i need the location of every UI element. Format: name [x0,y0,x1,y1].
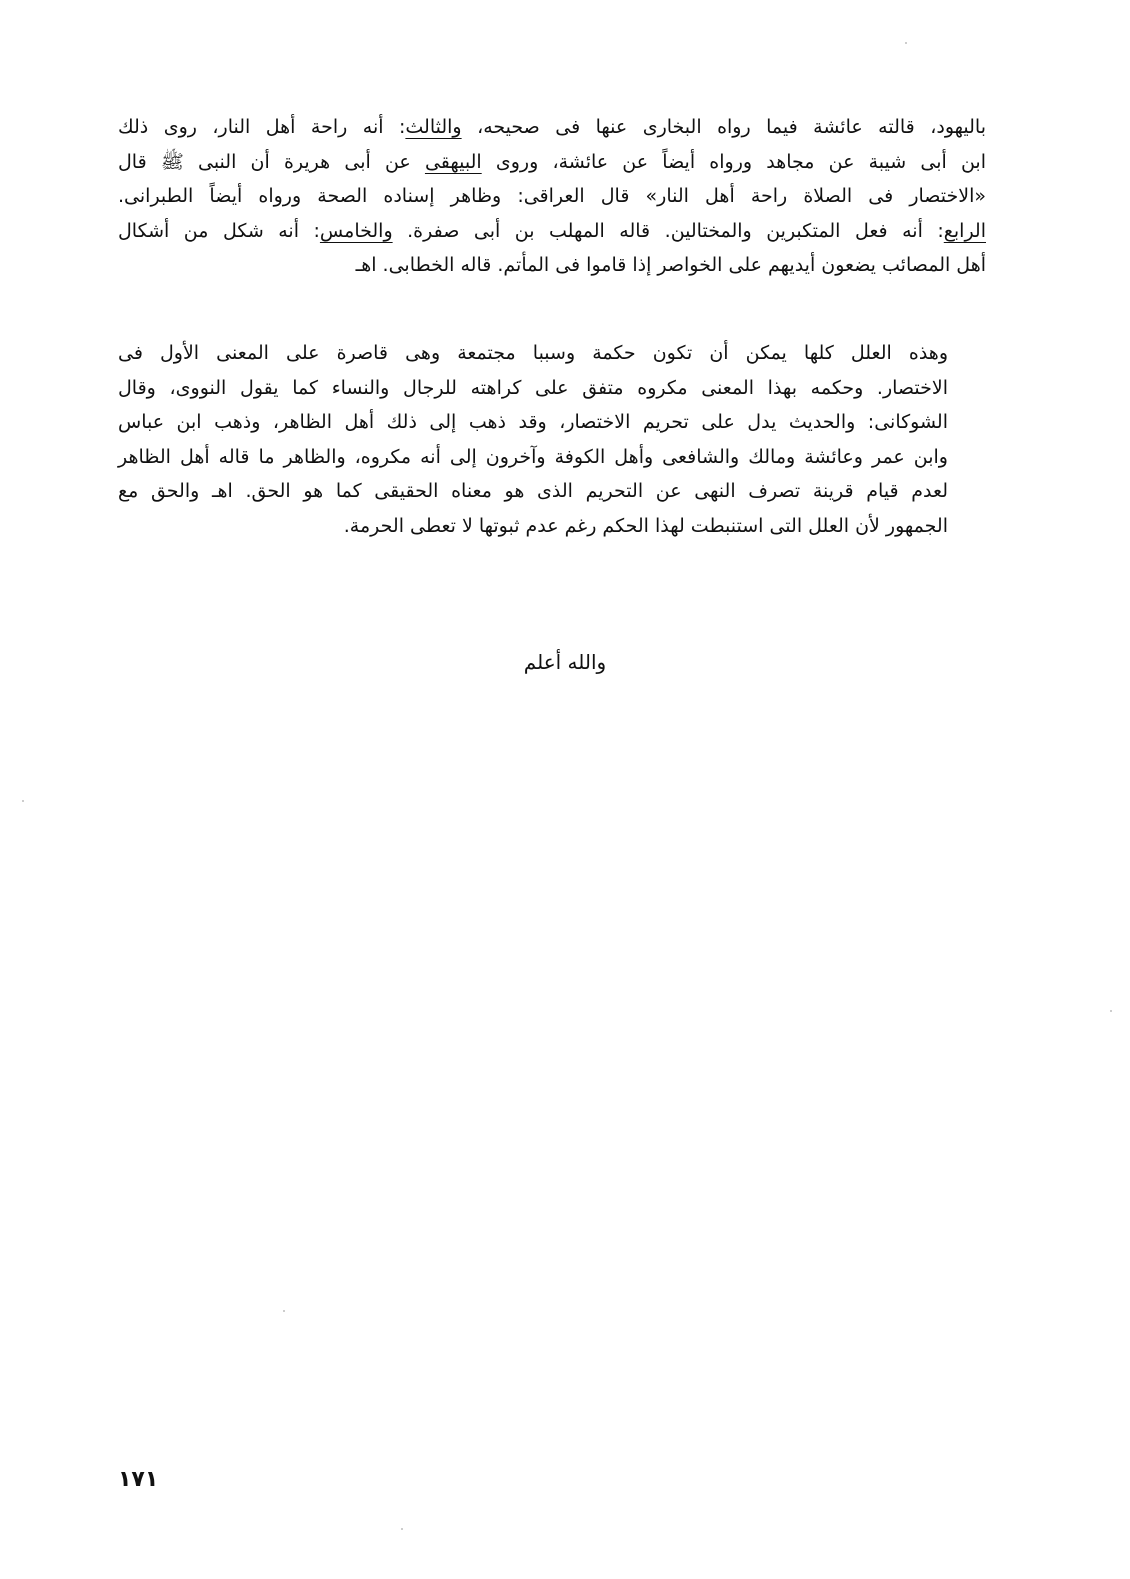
scan-speck [283,1310,285,1312]
scan-speck [905,42,907,44]
paragraph-1-line-4: الرابع: أنه فعل المتكبرين والمختالين. قاله المهلب بن أبى صفرة. والخامس: أنه شكل من أشكال [118,219,986,242]
paragraph-2-line-1: وهذه العلل كلها يمكن أن تكون حكمة وسببا مجتمعة وهى قاصرة على المعنى الأول فى [118,342,948,364]
scan-speck [22,800,24,802]
scan-speck [401,1528,403,1530]
paragraph-2-line-5: لعدم قيام قرينة تصرف النهى عن التحريم الذى هو معناه الحقيقى كما هو الحق. اهـ والحق مع [118,480,948,502]
scan-speck [1110,1010,1112,1012]
paragraph-2 [118,336,986,543]
paragraph-1 [118,110,986,283]
underlined-term-fourth: الرابع [943,219,986,242]
paragraph-1-line-2: ابن أبى شيبة عن مجاهد ورواه أيضاً عن عائشة، وروى البيهقى عن أبى هريرة أن النبى ﷺ قال [118,150,986,173]
closing-phrase: والله أعلم [523,650,607,674]
underlined-term-fifth: والخامس [319,219,393,242]
underlined-term-third: والثالث [405,116,462,138]
paragraph-2-line-2: الاختصار. وحكمه بهذا المعنى مكروه متفق على كراهته للرجال والنساء كما يقول النووى، وقال [118,376,948,399]
paragraph-2-line-4: وابن عمر وعائشة ومالك والشافعى وأهل الكوفة وآخرون إلى أنه مكروه، والظاهر ما قاله أهل الظاهر [118,445,948,468]
paragraph-1-line-5: أهل المصائب يضعون أيديهم على الخواصر إذا قاموا فى المأتم. قاله الخطابى. اهـ [355,254,986,276]
underlined-term-bayhaqi: البيهقى [424,150,482,173]
paragraph-1-line-1: باليهود، قالته عائشة فيما رواه البخارى عنها فى صحيحه، والثالث: أنه راحة أهل النار، روى ذلك [118,116,986,138]
paragraph-2-line-3: الشوكانى: والحديث يدل على تحريم الاختصار، وقد ذهب إلى ذلك أهل الظاهر، وذهب ابن عباس [118,411,948,433]
paragraph-1-line-3: «الاختصار فى الصلاة راحة أهل النار» قال العراقى: وظاهر إسناده الصحة ورواه أيضاً الطبرانى. [118,185,986,207]
paragraph-2-line-6: الجمهور لأن العلل التى استنبطت لهذا الحكم رغم عدم ثبوتها لا تعطى الحرمة. [343,514,948,537]
page-number: ١٧١ [118,1467,159,1492]
